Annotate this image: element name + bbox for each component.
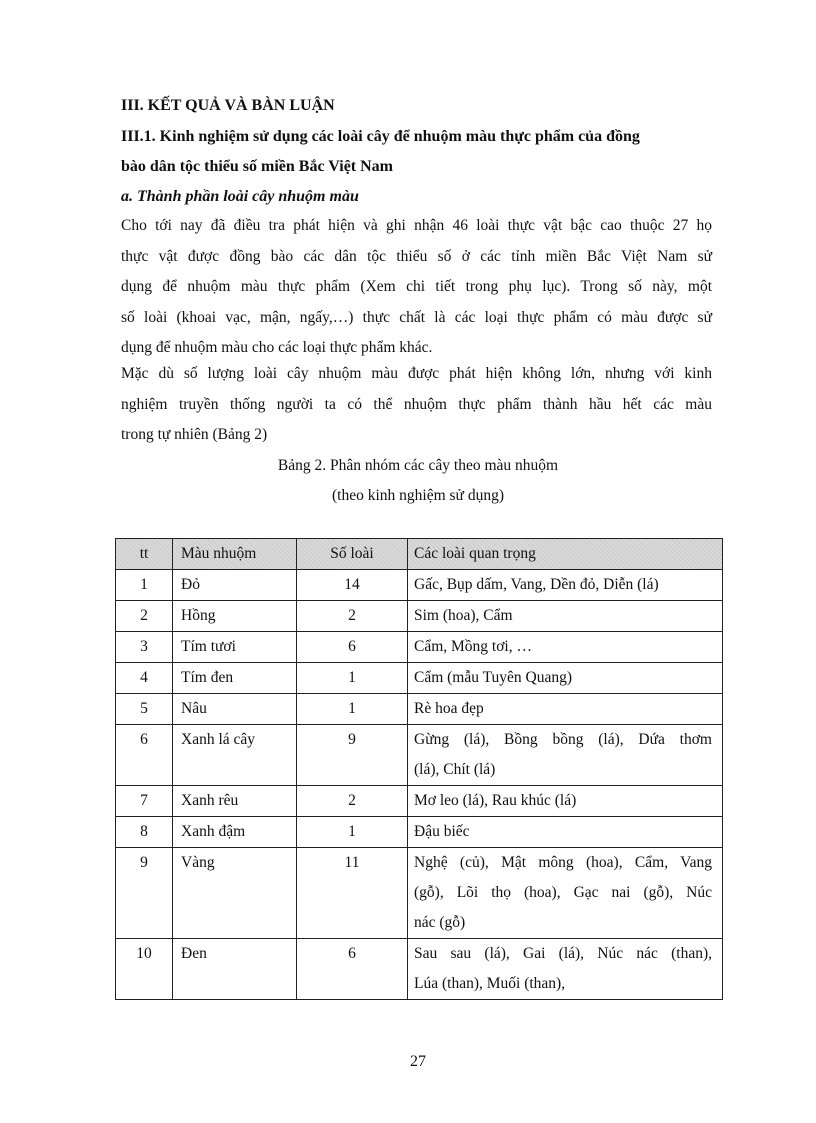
cell-species — [408, 817, 723, 848]
species-line: (gỗ), Lõi thọ (hoa), Gạc nai (gỗ), Núc — [414, 884, 712, 901]
table-row — [116, 817, 723, 848]
paragraph-line: Mặc dù số lượng loài cây nhuộm màu được phát hiện không lớn, nhưng với kinh — [121, 365, 712, 382]
paragraph-line: Cho tới nay đã điều tra phát hiện và ghi nhận 46 loài thực vật bậc cao thuộc 27 họ — [121, 217, 712, 234]
cell-tt: 1 — [116, 570, 173, 601]
species-line: Cẩm (mẫu Tuyên Quang) — [414, 669, 573, 686]
cell-tt: 10 — [116, 939, 173, 1000]
species-line: Rè hoa đẹp — [414, 700, 484, 717]
page-number: 27 — [410, 1053, 426, 1070]
cell-color: Đen — [173, 939, 297, 1000]
species-line: (lá), Chít (lá) — [414, 761, 496, 778]
cell-color: Tím tươi — [173, 632, 297, 663]
header-count: Số loài — [297, 539, 408, 570]
color-groups-table — [115, 538, 723, 1000]
species-line: Đậu biếc — [414, 823, 470, 840]
cell-count: 14 — [297, 570, 408, 601]
cell-species — [408, 694, 723, 725]
paragraph-line: dụng để nhuộm màu cho các loại thực phẩm khác. — [121, 339, 433, 356]
cell-tt: 2 — [116, 601, 173, 632]
header-tt: tt — [116, 539, 173, 570]
paragraph-line: nghiệm truyền thống người ta có thể nhuộm thực phẩm thành hầu hết các màu — [121, 395, 712, 413]
cell-count: 11 — [297, 848, 408, 939]
cell-tt: 5 — [116, 694, 173, 725]
cell-count: 6 — [297, 939, 408, 1000]
paragraph-line: thực vật được đồng bào các dân tộc thiểu số ở các tỉnh miền Bắc Việt Nam sử — [121, 247, 712, 265]
paragraph-1 — [121, 211, 712, 364]
table-caption: Bảng 2. Phân nhóm các cây theo màu nhuộm — [277, 457, 559, 474]
table-row — [116, 663, 723, 694]
table-row — [116, 786, 723, 817]
table-row — [116, 570, 723, 601]
cell-tt: 4 — [116, 663, 173, 694]
cell-color: Xanh lá cây — [173, 725, 297, 786]
table-row — [116, 632, 723, 663]
table-caption-subtitle: (theo kinh nghiệm sử dụng) — [332, 487, 504, 504]
cell-species — [408, 632, 723, 663]
cell-species — [408, 848, 723, 939]
species-line: nác (gỗ) — [414, 914, 466, 931]
table-row — [116, 848, 723, 939]
subsection-heading-line-2: bào dân tộc thiểu số miền Bắc Việt Nam — [121, 158, 393, 175]
cell-count: 2 — [297, 786, 408, 817]
species-line: Mơ leo (lá), Rau khúc (lá) — [414, 792, 577, 809]
table-row — [116, 694, 723, 725]
cell-species — [408, 601, 723, 632]
cell-color: Hồng — [173, 601, 297, 632]
cell-count: 1 — [297, 817, 408, 848]
cell-color: Vàng — [173, 848, 297, 939]
cell-color: Xanh rêu — [173, 786, 297, 817]
table-body — [116, 570, 723, 1000]
header-species: Các loài quan trọng — [408, 539, 723, 570]
cell-species — [408, 939, 723, 1000]
cell-count: 1 — [297, 663, 408, 694]
cell-count: 1 — [297, 694, 408, 725]
cell-species — [408, 786, 723, 817]
cell-species — [408, 663, 723, 694]
subsection-heading-line-1: III.1. Kinh nghiệm sử dụng các loài cây để nhuộm màu thực phẩm của đồng — [121, 128, 640, 145]
species-line: Sau sau (lá), Gai (lá), Núc nác (than), — [414, 945, 712, 962]
cell-tt: 9 — [116, 848, 173, 939]
cell-tt: 6 — [116, 725, 173, 786]
table-row — [116, 939, 723, 1000]
cell-species — [408, 570, 723, 601]
subsubsection-heading: a. Thành phần loài cây nhuộm màu — [121, 188, 359, 205]
cell-color: Đỏ — [173, 570, 297, 601]
cell-color: Xanh đậm — [173, 817, 297, 848]
paragraph-line: số loài (khoai vạc, mận, ngấy,…) thực chất là các loại thực phẩm có màu được sử — [121, 308, 712, 326]
paragraph-2 — [121, 359, 712, 451]
table-row — [116, 725, 723, 786]
paragraph-line: trong tự nhiên (Bảng 2) — [121, 426, 268, 443]
cell-species — [408, 725, 723, 786]
table-header-row — [116, 539, 723, 570]
section-heading: III. KẾT QUẢ VÀ BÀN LUẬN — [121, 97, 335, 114]
species-line: Gấc, Bụp dấm, Vang, Dền đỏ, Diễn (lá) — [414, 576, 659, 593]
species-line: Sim (hoa), Cẩm — [414, 607, 513, 624]
species-line: Lúa (than), Muối (than), — [414, 975, 566, 992]
species-line: Nghệ (củ), Mật mông (hoa), Cẩm, Vang — [414, 854, 712, 871]
cell-count: 6 — [297, 632, 408, 663]
cell-tt: 8 — [116, 817, 173, 848]
cell-count: 2 — [297, 601, 408, 632]
cell-count: 9 — [297, 725, 408, 786]
paragraph-line: dụng để nhuộm màu thực phẩm (Xem chi tiết trong phụ lục). Trong số này, một — [121, 278, 712, 295]
table-row — [116, 601, 723, 632]
cell-color: Tím đen — [173, 663, 297, 694]
species-line: Cẩm, Mồng tơi, … — [414, 638, 532, 655]
cell-color: Nâu — [173, 694, 297, 725]
species-line: Gừng (lá), Bồng bồng (lá), Dứa thơm — [414, 731, 712, 748]
cell-tt: 3 — [116, 632, 173, 663]
header-color: Màu nhuộm — [173, 539, 297, 570]
cell-tt: 7 — [116, 786, 173, 817]
